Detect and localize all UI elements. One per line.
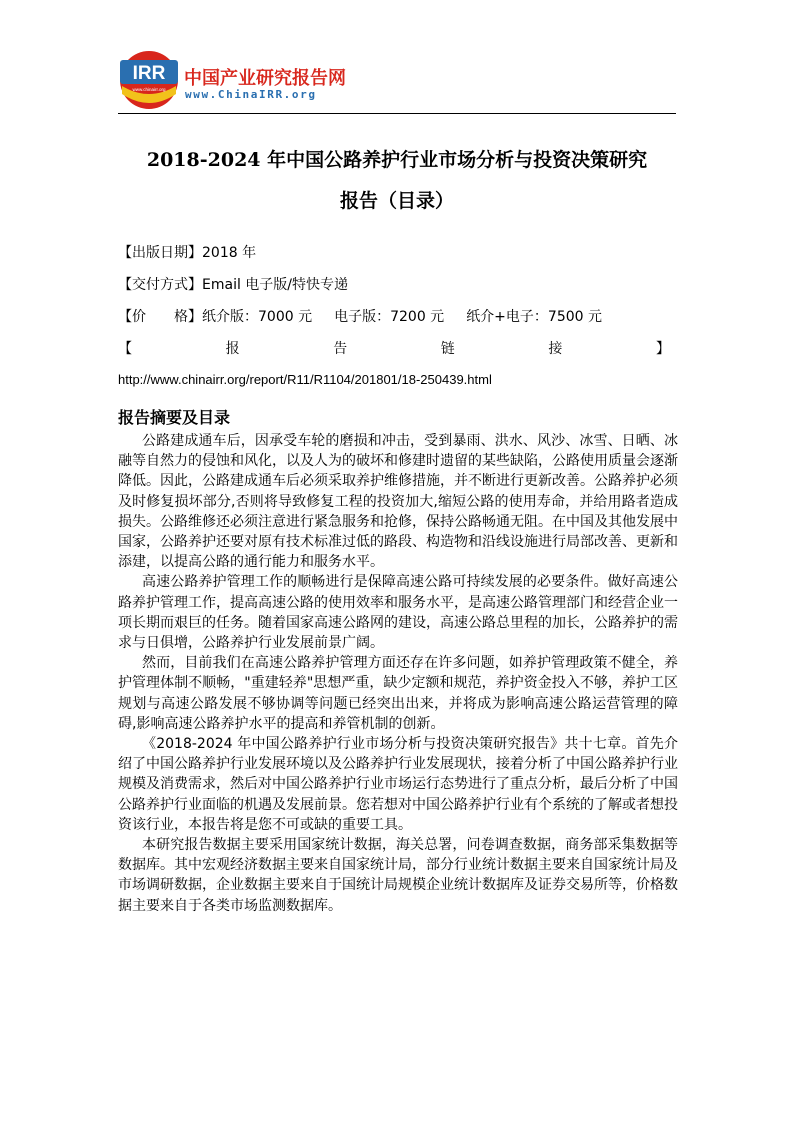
report-title-line-2: 报告（目录） — [339, 190, 454, 212]
delivery-method-label: 【交付方式】 — [118, 277, 202, 293]
link-label-char: 【 — [118, 341, 132, 357]
abstract-paragraph: 高速公路养护管理工作的顺畅进行是保障高速公路可持续发展的必要条件。做好高速公路养护管理工作，提高高速公路的使用效率和服务水平，是高速公路管理部门和经营企业一项长期而艰巨的任务。随着国家高速公路网的建设，高速公路总里程的加长，公路养护的需求与日俱增，公路养护行业发展前景广阔。 — [118, 574, 678, 652]
link-label-char: 】 — [655, 341, 670, 357]
price-paper: 纸介版：7000 元 — [202, 309, 313, 325]
logo-site-url: www.ChinaIRR.org — [185, 88, 317, 101]
logo-badge-text: IRR — [132, 63, 166, 84]
report-title-line-1: 2018-2024 年中国公路养护行业市场分析与投资决策研究 — [146, 149, 648, 171]
publish-date-value: 2018 年 — [202, 245, 257, 261]
link-label-char: 告 — [333, 341, 348, 357]
abstract-paragraph: 《2018-2024 年中国公路养护行业市场分析与投资决策研究报告》共十七章。首先介绍了中国公路养护行业发展环境以及公路养护行业发展现状，接着分析了中国公路养护行业规模及消费需求，然后对中国公路养护行业市场运行态势进行了重点分析，最后分析了中国公路养护行业面临的机遇及发展前景。您若想对中国公路养护行业有个系统的了解或者想投资该行业，本报告将是您不可或缺的重要工具。 — [118, 736, 678, 833]
abstract-paragraph: 公路建成通车后，因承受车轮的磨损和冲击，受到暴雨、洪水、风沙、冰雪、日晒、冰融等自然力的侵蚀和风化，以及人为的破坏和修建时遗留的某些缺陷，公路使用质量会逐渐降低。因此，公路建成通车后必须采取养护维修措施，并不断进行更新改善。公路养护必须及时修复损坏部分,否则将导致修复工程的投资加大,缩短公路的使用寿命，并给用路者造成损失。公路维修还必须注意进行紧急服务和抢修，保持公路畅通无阻。在中国及其他发展中国家，公路养护还要对原有技术标准过低的路段、构造物和沿线设施进行局部改善、更新和添建，以提高公路的通行能力和服务水平。 — [118, 433, 678, 571]
price-electronic: 电子版：7200 元 — [334, 309, 445, 325]
link-label-char: 接 — [548, 341, 563, 357]
price-line — [118, 306, 678, 326]
publish-date-label: 【出版日期】 — [118, 245, 202, 261]
price-paper-electronic: 纸介+电子：7500 元 — [466, 309, 602, 325]
link-label-char: 报 — [225, 341, 240, 357]
abstract-paragraph: 本研究报告数据主要采用国家统计数据，海关总署，问卷调查数据，商务部采集数据等数据库。其中宏观经济数据主要来自国家统计局，部分行业统计数据主要来自国家统计局及市场调研数据，企业数据主要来自于国统计局规模企业统计数据库及证券交易所等，价格数据主要来自于各类市场监测数据库。 — [118, 837, 678, 914]
abstract-body — [118, 431, 678, 916]
price-label: 【价 格】 — [118, 309, 202, 325]
site-logo[interactable] — [118, 48, 358, 112]
delivery-method-value: Email 电子版/特快专递 — [202, 277, 349, 293]
header-divider — [118, 113, 676, 114]
delivery-method-line — [118, 274, 678, 294]
logo-badge-small-text: www.chinairr.org — [132, 87, 166, 92]
link-label-char: 链 — [440, 341, 455, 357]
report-link-label — [118, 338, 670, 358]
logo-site-name: 中国产业研究报告网 — [184, 68, 346, 89]
publish-date-line — [118, 242, 678, 262]
abstract-paragraph: 然而，目前我们在高速公路养护管理方面还存在许多问题，如养护管理政策不健全，养护管理体制不顺畅，"重建轻养"思想严重，缺少定额和规范，养护资金投入不够，养护工区规划与高速公路发展不够协调等问题已经突出出来，并将成为影响高速公路运营管理的障碍,影响高速公路养护水平的提高和养管机制的创新。 — [118, 655, 678, 732]
report-link-url[interactable]: http://www.chinairr.org/report/R11/R1104/201801/18-250439.html — [118, 372, 492, 387]
section-heading: 报告摘要及目录 — [118, 408, 231, 427]
irr-globe-logo-icon — [118, 50, 180, 110]
